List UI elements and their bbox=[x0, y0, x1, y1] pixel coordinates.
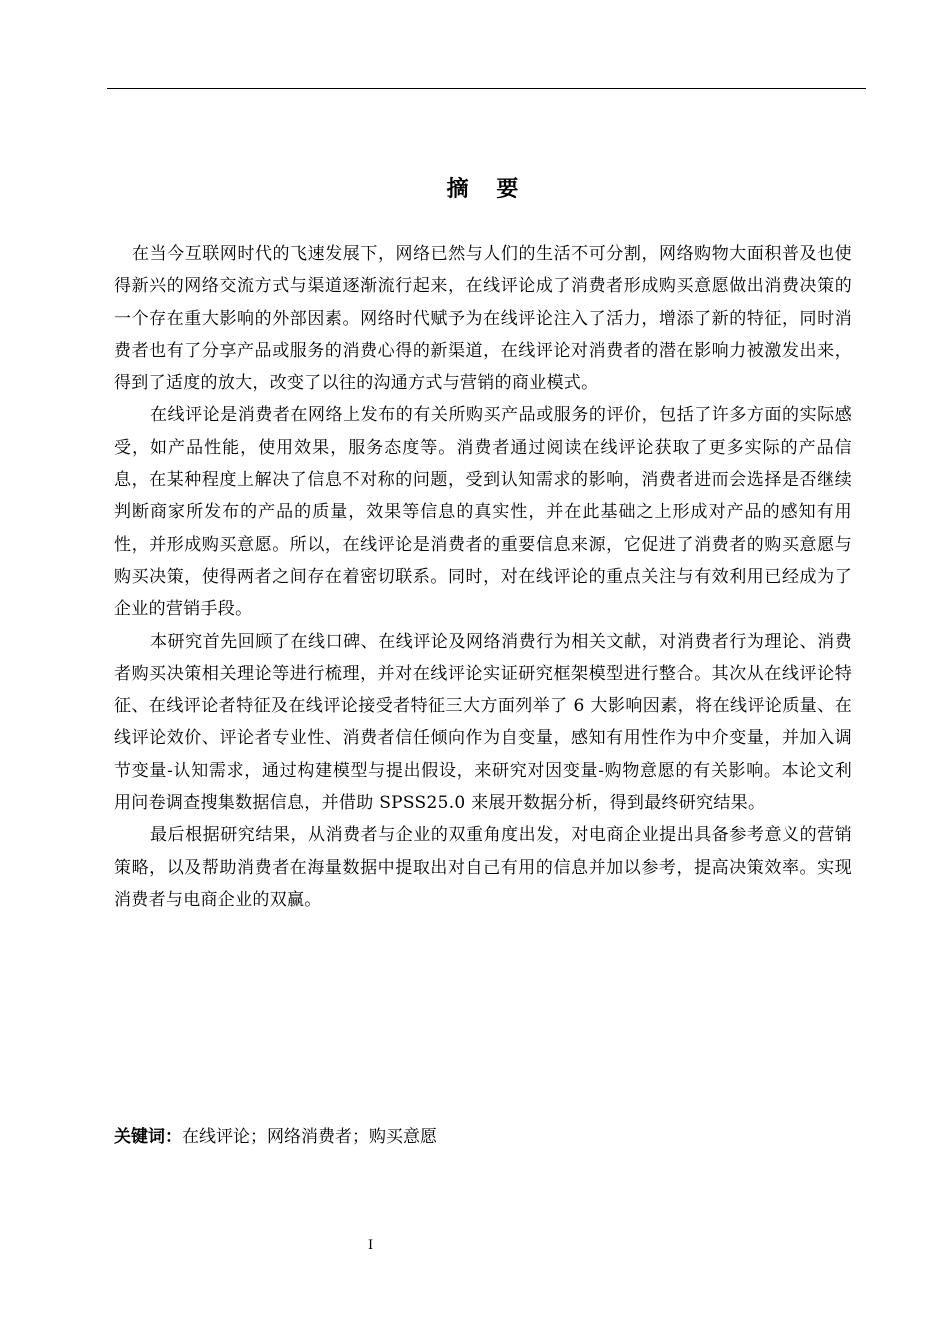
abstract-paragraph-4: 最后根据研究结果，从消费者与企业的双重角度出发，对电商企业提出具备参考意义的营销策略，以及帮助消费者在海量数据中提取出对自己有用的信息并加以参考，提高决策效率。实现消费者与电商企业的双赢。 bbox=[114, 825, 852, 910]
page-number: I bbox=[368, 1238, 374, 1253]
header-rule bbox=[107, 88, 866, 89]
keywords-label: 关键词： bbox=[114, 1127, 182, 1147]
abstract-body bbox=[114, 200, 852, 916]
keywords-line bbox=[114, 1122, 437, 1147]
abstract-paragraph-2: 在线评论是消费者在网络上发布的有关所购买产品或服务的评价，包括了许多方面的实际感受，如产品性能，使用效果，服务态度等。消费者通过阅读在线评论获取了更多实际的产品信息，在某种程度上解决了信息不对称的问题，受到认知需求的影响，消费者进而会选择是否继续判断商家所发布的产品的质量，效果等信息的真实性，并在此基础之上形成对产品的感知有用性，并形成购买意愿。所以，在线评论是消费者的重要信息来源，它促进了消费者的购买意愿与购买决策，使得两者之间存在着密切联系。同时，对在线评论的重点关注与有效利用已经成为了企业的营销手段。 bbox=[114, 405, 852, 620]
keywords-text: 在线评论；网络消费者；购买意愿 bbox=[182, 1127, 437, 1147]
abstract-paragraph-1: 在当今互联网时代的飞速发展下，网络已然与人们的生活不可分割，网络购物大面积普及也使得新兴的网络交流方式与渠道逐渐流行起来，在线评论成了消费者形成购买意愿做出消费决策的一个存在重大影响的外部因素。网络时代赋予为在线评论注入了活力，增添了新的特征，同时消费者也有了分享产品或服务的消费心得的新渠道，在线评论对消费者的潜在影响力被激发出来，得到了适度的放大，改变了以往的沟通方式与营销的商业模式。 bbox=[114, 244, 852, 394]
abstract-paragraph-3: 本研究首先回顾了在线口碑、在线评论及网络消费行为相关文献，对消费者行为理论、消费者购买决策相关理论等进行梳理，并对在线评论实证研究框架模型进行整合。其次从在线评论特征、在线评论者特征及在线评论接受者特征三大方面列举了 6 大影响因素，将在线评论质量、在线评论效价、评论者专业性、消费者信任倾向作为自变量，感知有用性作为中介变量，并加入调节变量-认知需求，通过构建模型与提出假设，来研究对因变量-购物意愿的有关影响。本论文利用问卷调查搜集数据信息，并借助 SPSS25.0 来展开数据分析，得到最终研究结果。 bbox=[114, 631, 852, 814]
page-title: 摘 要 bbox=[446, 177, 529, 202]
